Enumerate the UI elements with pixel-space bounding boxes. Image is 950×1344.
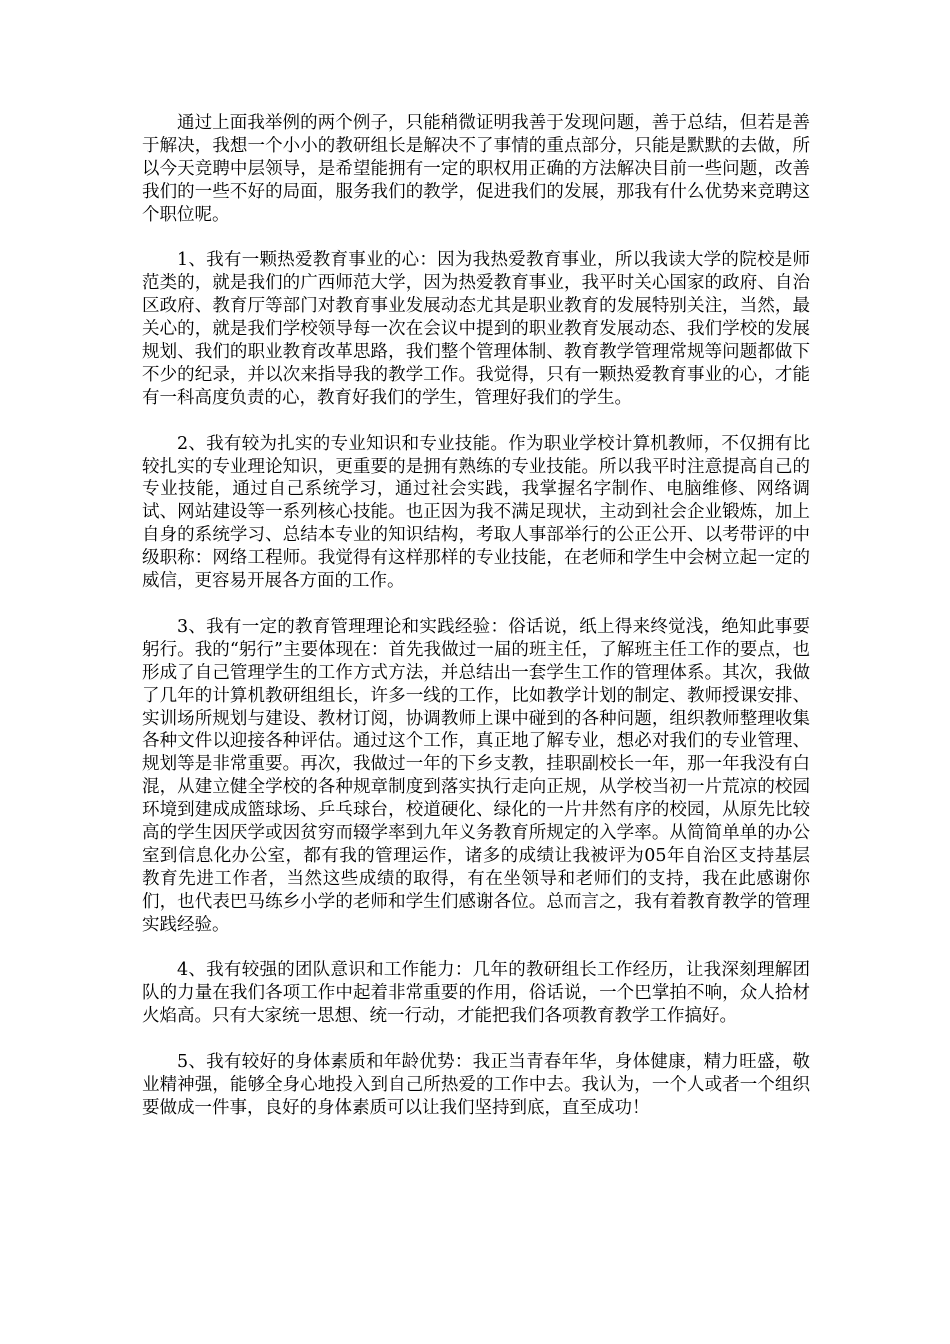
paragraph-point-1: 1、我有一颗热爱教育事业的心：因为我热爱教育事业，所以我读大学的院校是师范类的，就是我们的广西师范大学，因为热爱教育事业，我平时关心国家的政府、自治区政府、教育厅等部门对教育事业发展动态尤其是职业教育的发展特别关注，当然，最关心的，就是我们学校领导每一次在会议中提到的职业教育发展动态、我们学校的发展规划、我们的职业教育改革思路，我们整个管理体制、教育教学管理常规等问题都做下不少的纪录，并以次来指导我的教学工作。我觉得，只有一颗热爱教育事业的心，才能有一科高度负责的心，教育好我们的学生，管理好我们的学生。 [142,250,810,408]
paragraph-point-5: 5、我有较好的身体素质和年龄优势：我正当青春年华，身体健康，精力旺盛，敬业精神强，能够全身心地投入到自己所热爱的工作中去。我认为，一个人或者一个组织要做成一件事，良好的身体素质可以让我们坚持到底，直至成功！ [142,1052,810,1118]
paragraph-point-4: 4、我有较强的团队意识和工作能力：几年的教研组长工作经历，让我深刻理解团队的力量在我们各项工作中起着非常重要的作用，俗话说，一个巴掌拍不响，众人拾材火焰高。只有大家统一思想、统一行动，才能把我们各项教育教学工作搞好。 [142,960,810,1027]
document-body [142,112,810,1143]
paragraph-point-3: 3、我有一定的教育管理理论和实践经验：俗话说，纸上得来终觉浅，绝知此事要躬行。我的“躬行”主要体现在：首先我做过一届的班主任，了解班主任工作的要点，也形成了自己管理学生的工作方式方法，并总结出一套学生工作的管理体系。其次，我做了几年的计算机教研组组长，许多一线的工作，比如教学计划的制定、教师授课安排、实训场所规划与建设、教材订阅，协调教师上课中碰到的各种问题，组织教师整理收集各种文件以迎接各种评估。通过这个工作，真正地了解专业，想必对我们的专业管理、规划等是非常重要。再次，我做过一年的下乡支教，挂职副校长一年，那一年我没有白混，从建立健全学校的各种规章制度到落实执行走向正规，从学校当初一片荒凉的校园环境到建成成篮球场、乒乓球台，校道硬化、绿化的一片井然有序的校园，从原先比较高的学生因厌学或因贫穷而辍学率到九年义务教育所规定的入学率。从简简单单的办公室到信息化办公室，都有我的管理运作，诸多的成绩让我被评为05年自治区支持基层教育先进工作者，当然这些成绩的取得，有在坐领导和老师们的支持，我在此感谢你们，也代表巴马练乡小学的老师和学生们感谢各位。总而言之，我有着教育教学的管理实践经验。 [142,616,810,935]
paragraph-point-2: 2、我有较为扎实的专业知识和专业技能。作为职业学校计算机教师，不仅拥有比较扎实的专业理论知识，更重要的是拥有熟练的专业技能。所以我平时注意提高自己的专业技能，通过自己系统学习，通过社会实践，我掌握名字制作、电脑维修、网络调试、网站建设等一系列核心技能。也正因为我不满足现状，主动到社会企业锻炼，加上自身的系统学习、总结本专业的知识结构，考取人事部举行的公正公开、以考带评的中级职称：网络工程师。我觉得有这样那样的专业技能，在老师和学生中会树立起一定的威信，更容易开展各方面的工作。 [142,433,810,592]
paragraph-intro: 通过上面我举例的两个例子，只能稍微证明我善于发现问题，善于总结，但若是善于解决，我想一个小小的教研组长是解决不了事情的重点部分，只能是默默的去做，所以今天竞聘中层领导，是希望能拥有一定的职权用正确的方法解决目前一些问题，改善我们的一些不好的局面，服务我们的教学，促进我们的发展，那我有什么优势来竞聘这个职位呢。 [142,113,810,225]
